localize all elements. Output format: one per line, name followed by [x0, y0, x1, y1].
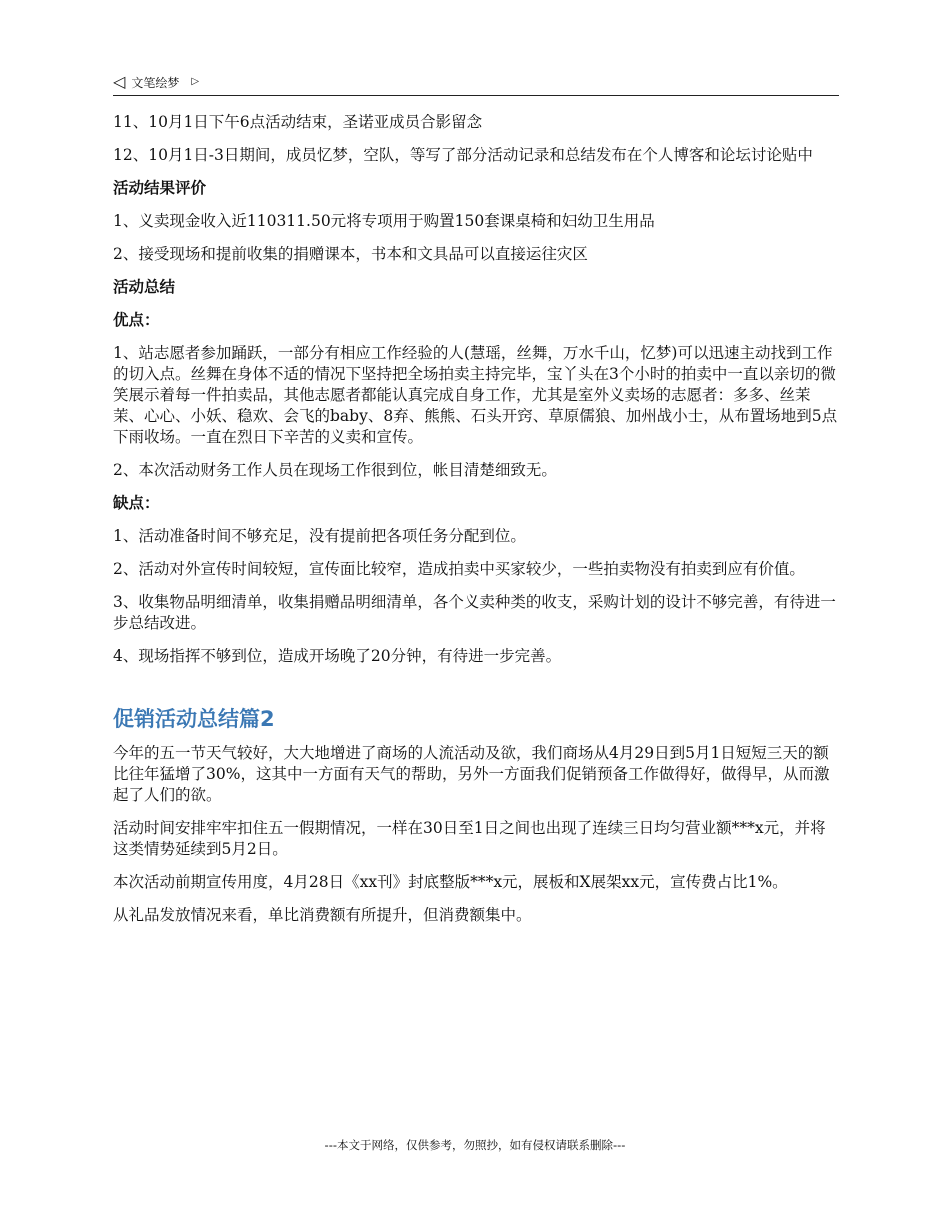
- brand-text: 文笔绘梦: [131, 75, 180, 90]
- heading-pros: 优点：: [113, 311, 160, 329]
- paragraph-item-11: 11、10月1日下午6点活动结束，圣诺亚成员合影留念: [113, 113, 483, 131]
- page-header: [113, 72, 839, 96]
- paragraph-result-1: 1、义卖现金收入近110311.50元将专项用于购置150套课桌椅和妇幼卫生用品: [113, 212, 655, 230]
- header-brand: [113, 72, 199, 92]
- paragraph-pros-1: 1、站志愿者参加踊跃，一部分有相应工作经验的人(慧瑶，丝舞，万水千山，忆梦)可以迅速主动找到工作的切入点。丝舞在身体不适的情况下坚持把全场拍卖主持完毕，宝丫头在3个小时的拍卖中一直以亲切的微笑展示着每一件拍卖品，其他志愿者都能认真完成自身工作，尤其是室外义卖场的志愿者：多多、丝茉茉、心心、小妖、稳欢、会飞的baby、8弃、熊熊、石头开窍、草原儒狼、加州战小士，从布置场地到5点下雨收场。一直在烈日下辛苦的义卖和宣传。: [113, 344, 838, 446]
- triangle-left-outline-icon: ◁: [113, 72, 126, 91]
- heading-activity-summary: 活动总结: [113, 278, 176, 296]
- paragraph-section2-4: 从礼品发放情况来看，单比消费额有所提升，但消费额集中。: [113, 906, 532, 924]
- paragraph-cons-1: 1、活动准备时间不够充足，没有提前把各项任务分配到位。: [113, 527, 526, 545]
- paragraph-section2-3: 本次活动前期宣传用度，4月28日《xx刊》封底整版***x元，展板和X展架xx元，宣传费占比1%。: [113, 873, 788, 891]
- paragraph-cons-4: 4、现场指挥不够到位，造成开场晚了20分钟，有待进一步完善。: [113, 647, 562, 665]
- heading-cons: 缺点：: [113, 494, 160, 512]
- section-title: 促销活动总结篇2: [113, 707, 275, 731]
- paragraph-result-2: 2、接受现场和提前收集的捐赠课本，书本和文具品可以直接运往灾区: [113, 245, 588, 263]
- paragraph-cons-3: 3、收集物品明细清单，收集捐赠品明细清单，各个义卖种类的收支，采购计划的设计不够完善，有待进一步总结改进。: [113, 593, 836, 632]
- triangle-right-outline-icon: ▷: [191, 76, 200, 87]
- page-footer: ---本文于网络，仅供参考，勿照抄，如有侵权请联系删除---: [324, 1138, 626, 1152]
- paragraph-cons-2: 2、活动对外宣传时间较短，宣传面比较窄，造成拍卖中买家较少，一些拍卖物没有拍卖到应有价值。: [113, 560, 805, 578]
- paragraph-section2-1: 今年的五一节天气较好，大大地增进了商场的人流活动及欲，我们商场从4月29日到5月1日短短三天的额比往年猛增了30%，这其中一方面有天气的帮助，另外一方面我们促销预备工作做得好，做得早，从而激起了人们的欲。: [113, 744, 830, 804]
- paragraph-item-12: 12、10月1日-3日期间，成员忆梦，空队，等写了部分活动记录和总结发布在个人博客和论坛讨论贴中: [113, 146, 813, 164]
- paragraph-section2-2: 活动时间安排牢牢扣住五一假期情况，一样在30日至1日之间也出现了连续三日均匀营业额***x元，并将这类情势延续到5月2日。: [113, 819, 826, 858]
- paragraph-pros-2: 2、本次活动财务工作人员在现场工作很到位，帐目清楚细致无。: [113, 461, 557, 479]
- heading-result-evaluation: 活动结果评价: [113, 179, 207, 197]
- document-body: [113, 112, 839, 938]
